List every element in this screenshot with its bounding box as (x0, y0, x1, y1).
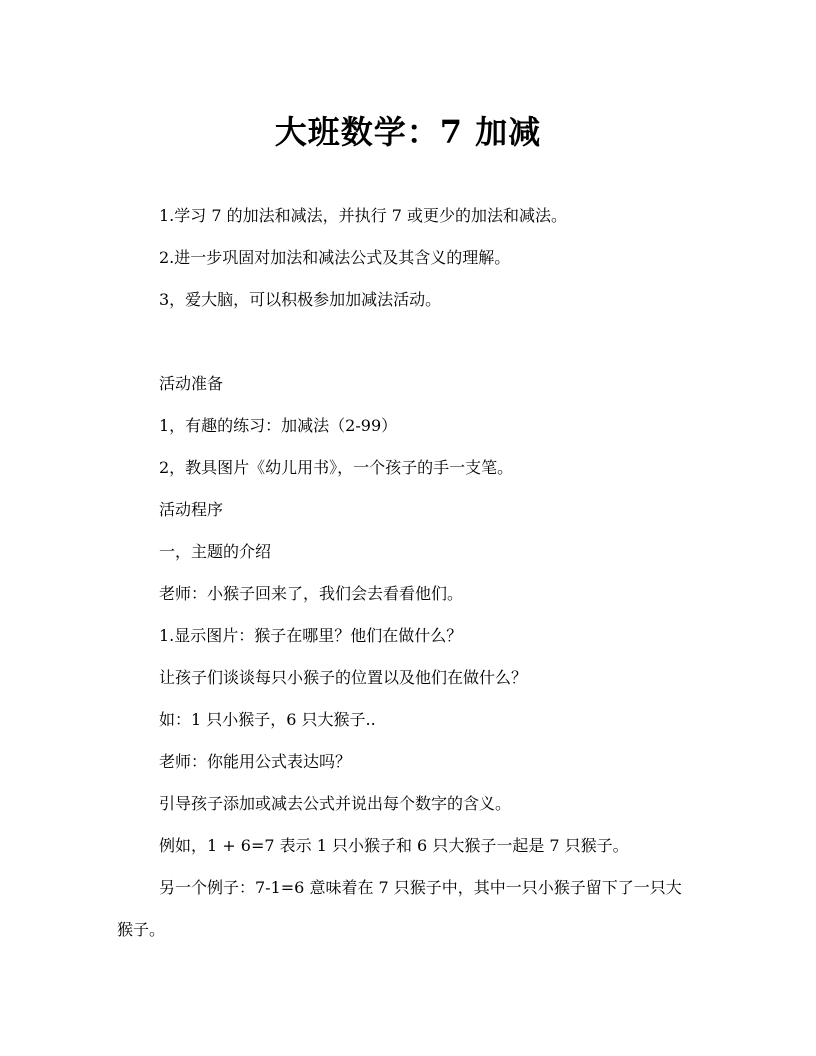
goal-3: 3，爱大脑，可以积极参加加减法活动。 (159, 290, 442, 309)
preparation-item-1: 1，有趣的练习：加减法（2-99） (159, 416, 398, 435)
procedure-line: 如：1 只小猴子，6 只大猴子.. (159, 710, 376, 729)
procedure-line: 让孩子们谈谈每只小猴子的位置以及他们在做什么？ (159, 668, 528, 687)
procedure-line: 引导孩子添加或减去公式并说出每个数字的含义。 (159, 794, 512, 813)
goal-1: 1.学习 7 的加法和减法，并执行 7 或更少的加法和减法。 (159, 206, 567, 225)
procedure-line: 老师：小猴子回来了，我们会去看看他们。 (159, 584, 464, 603)
goal-2: 2.进一步巩固对加法和减法公式及其含义的理解。 (159, 248, 511, 267)
procedure-line: 1.显示图片：猴子在哪里？他们在做什么？ (159, 626, 463, 645)
procedure-line: 一，主题的介绍 (159, 542, 272, 561)
procedure-last-paragraph: 另一个例子：7-1=6 意味着在 7 只猴子中，其中一只小猴子留下了一只大猴子。 (117, 878, 682, 939)
preparation-item-2: 2，教具图片《幼儿用书》，一个孩子的手一支笔。 (159, 458, 514, 477)
procedure-line: 例如，1 + 6=7 表示 1 只小猴子和 6 只大猴子一起是 7 只猴子。 (159, 836, 629, 855)
procedure-line: 老师：你能用公式表达吗？ (159, 752, 352, 771)
preparation-heading: 活动准备 (159, 374, 224, 393)
procedure-heading: 活动程序 (159, 500, 224, 519)
document-title: 大班数学：7 加减 (274, 113, 542, 151)
